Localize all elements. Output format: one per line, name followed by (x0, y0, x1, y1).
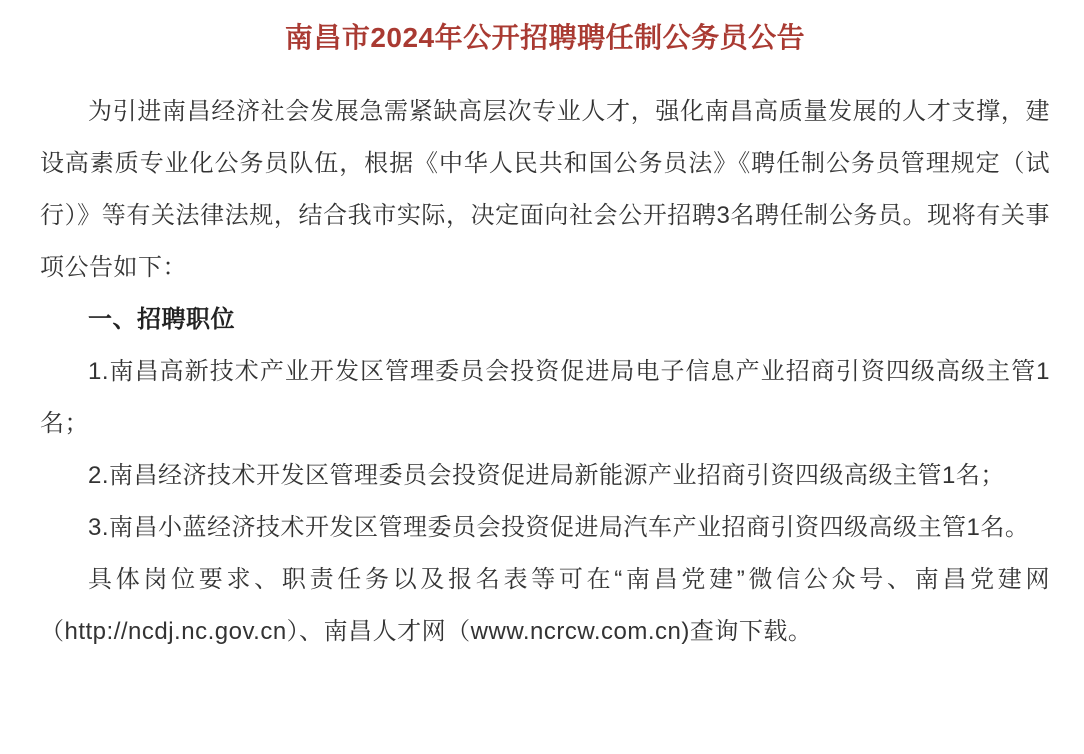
position-item-1: 1.南昌高新技术产业开发区管理委员会投资促进局电子信息产业招商引资四级高级主管1名； (40, 358, 1050, 437)
position-item-3: 3.南昌小蓝经济技术开发区管理委员会投资促进局汽车产业招商引资四级高级主管1名。 (88, 514, 1030, 541)
section-heading-recruitment-positions: 一、招聘职位 (88, 306, 235, 333)
position-item-2: 2.南昌经济技术开发区管理委员会投资促进局新能源产业招商引资四级高级主管1名； (88, 462, 1005, 489)
document-title: 南昌市2024年公开招聘聘任制公务员公告 (284, 22, 806, 53)
intro-paragraph: 为引进南昌经济社会发展急需紧缺高层次专业人才，强化南昌高质量发展的人才支撑，建设高素质专业化公务员队伍，根据《中华人民共和国公务员法》《聘任制公务员管理规定（试行）》等有关法律法规，结合我市实际，决定面向社会公开招聘3名聘任制公务员。现将有关事项公告如下： (40, 98, 1050, 281)
download-info-paragraph: 具体岗位要求、职责任务以及报名表等可在“南昌党建”微信公众号、南昌党建网（http://ncdj.nc.gov.cn）、南昌人才网（www.ncrcw.com.cn)查询下载。 (40, 566, 1050, 645)
